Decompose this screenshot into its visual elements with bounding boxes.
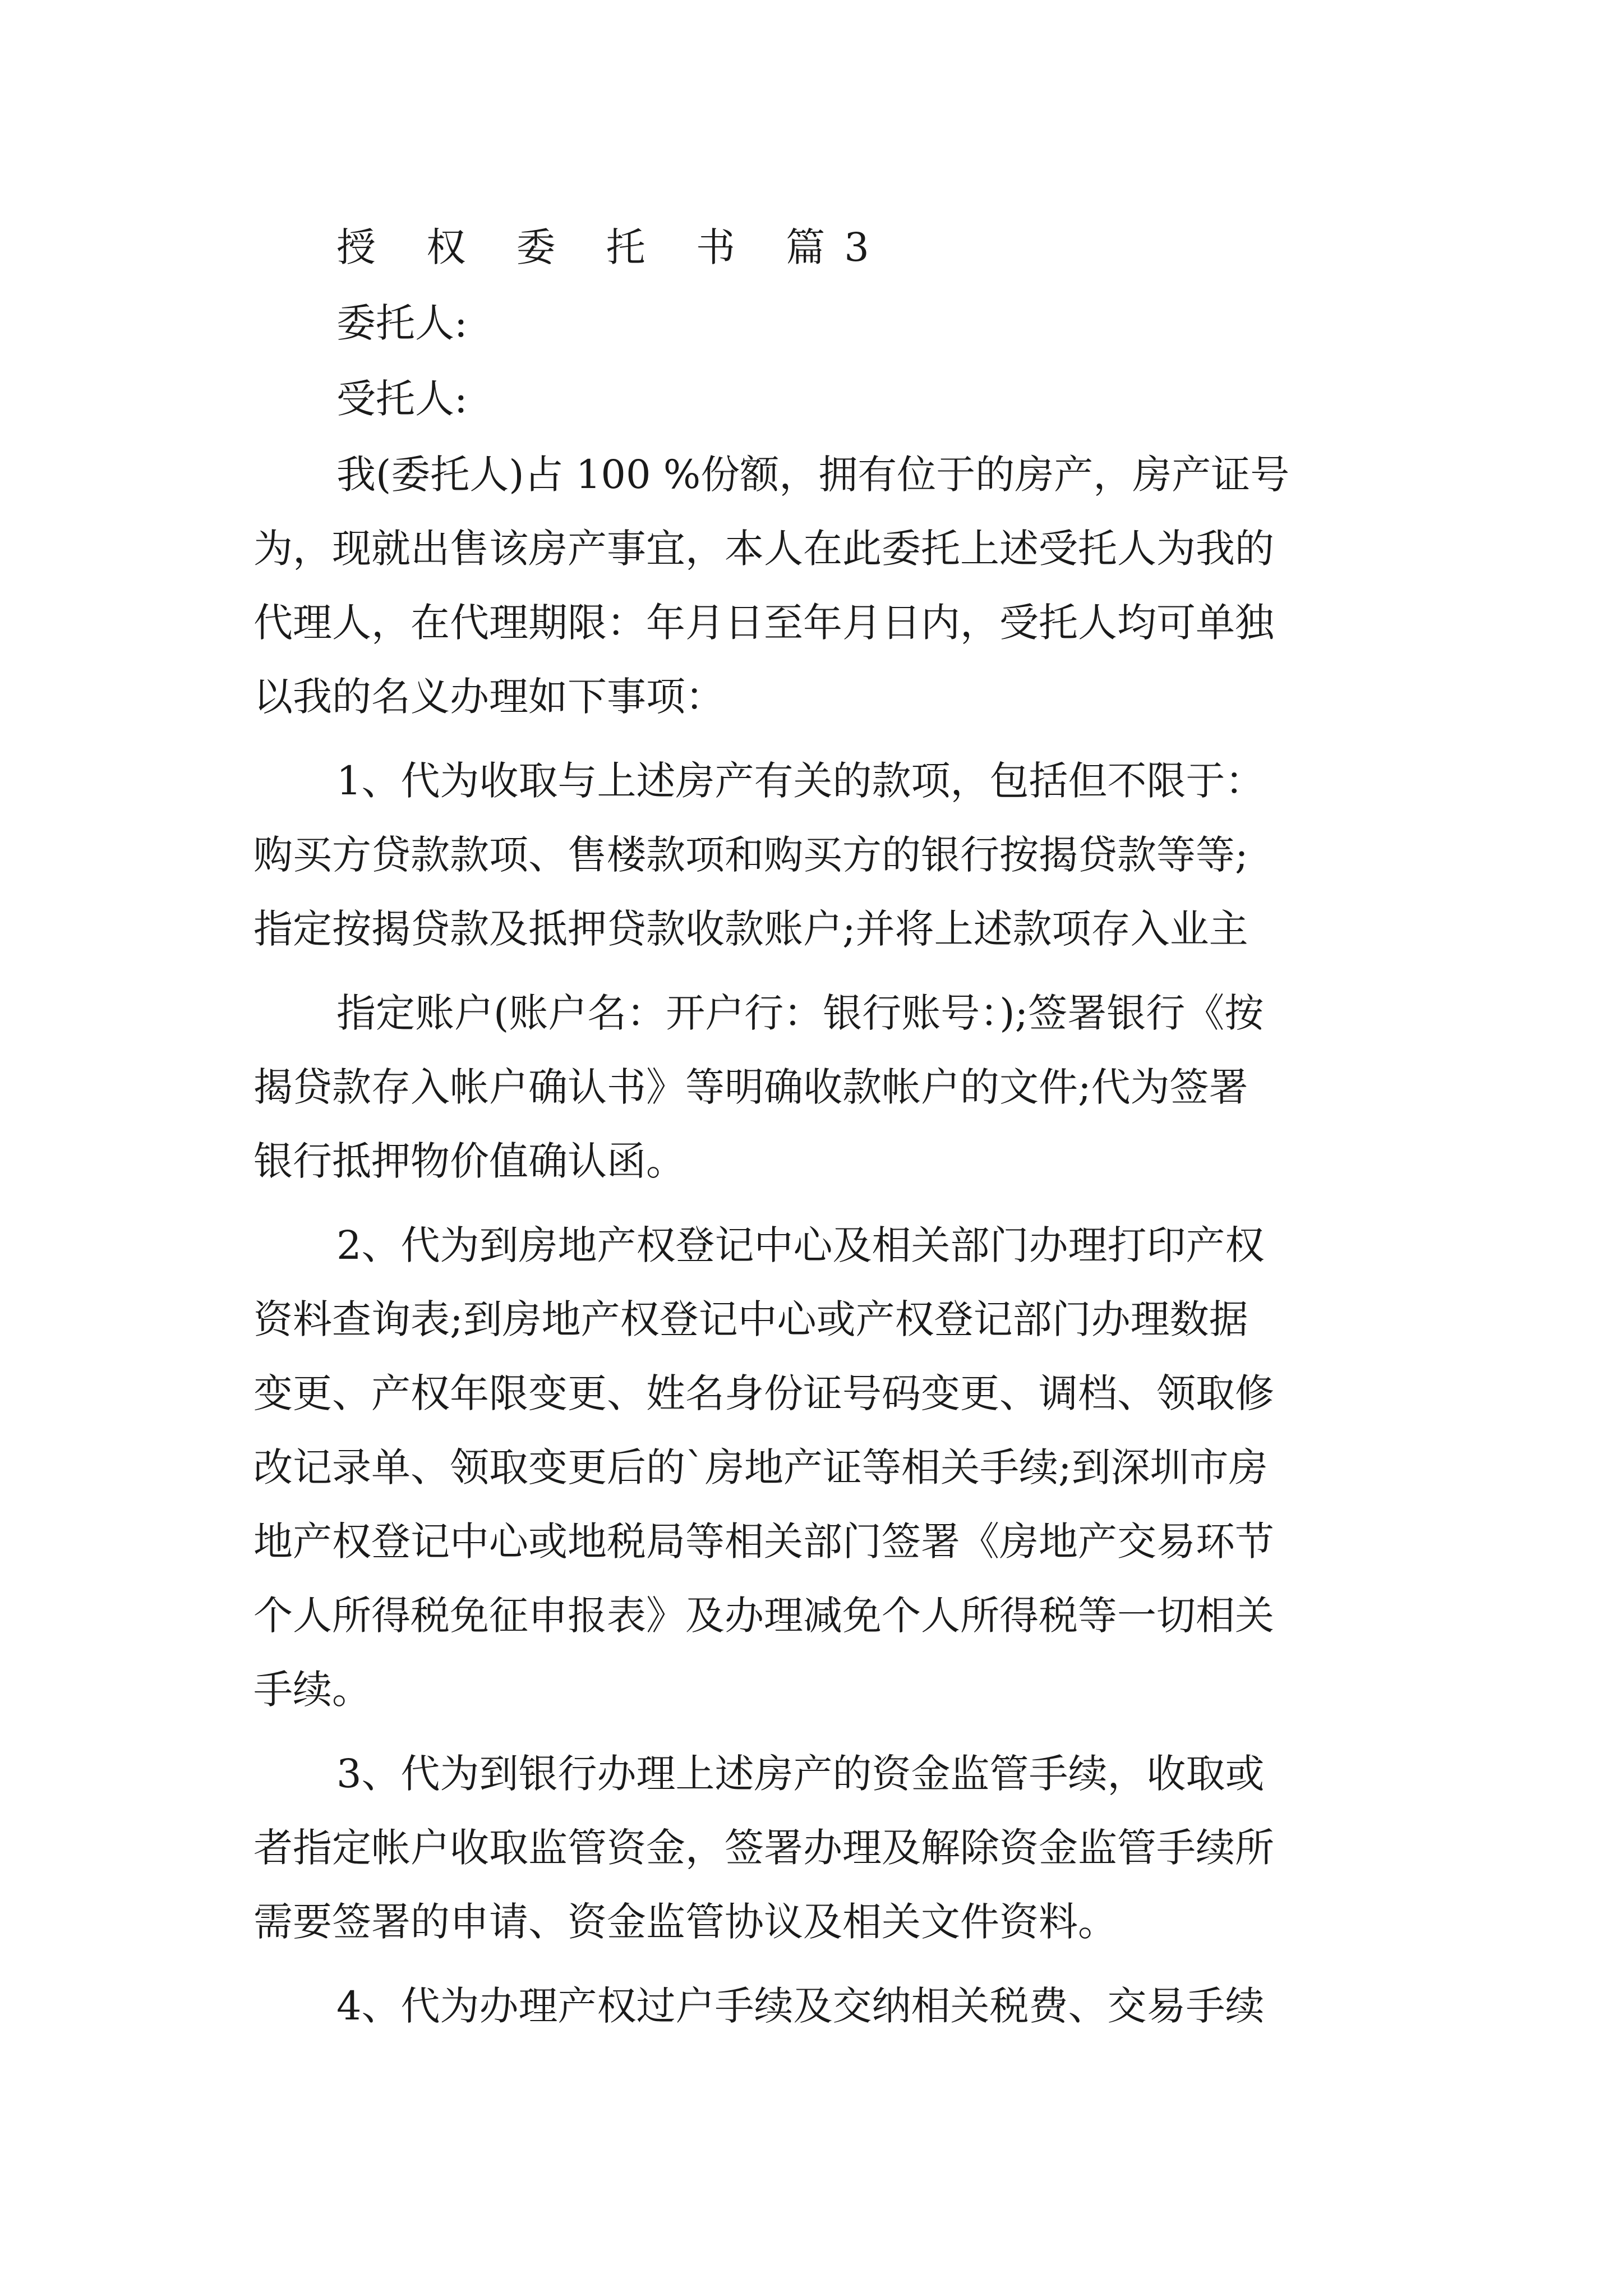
- document-title: 授 权 委 托 书 篇3: [336, 224, 888, 270]
- item2-line-7: 手续。: [253, 1667, 371, 1713]
- intro-line-1: 我(委托人)占 100 %份额，拥有位于的房产，房产证号: [336, 452, 1290, 498]
- item2-line-5: 地产权登记中心或地税局等相关部门签署《房地产交易环节: [253, 1519, 1274, 1565]
- item1-cont-line-1: 指定账户(账户名：开户行：银行账号：);签署银行《按: [336, 990, 1264, 1036]
- item3-line-1: 3、代为到银行办理上述房产的资金监管手续，收取或: [336, 1751, 1265, 1797]
- item3-line-2: 者指定帐户收取监管资金，签署办理及解除资金监管手续所: [253, 1825, 1274, 1871]
- item2-line-1: 2、代为到房地产权登记中心及相关部门办理打印产权: [336, 1222, 1265, 1268]
- principal-label: 委托人:: [336, 300, 468, 346]
- item2-line-2: 资料查询表;到房地产权登记中心或产权登记部门办理数据: [253, 1296, 1248, 1342]
- item2-line-4: 改记录单、领取变更后的`房地产证等相关手续;到深圳市房: [253, 1444, 1268, 1490]
- item1-line-1: 1、代为收取与上述房产有关的款项，包括但不限于：: [336, 758, 1265, 804]
- item1-line-2: 购买方贷款款项、售楼款项和购买方的银行按揭贷款等等;: [253, 832, 1248, 878]
- intro-line-2: 为，现就出售该房产事宜，本人在此委托上述受托人为我的: [253, 526, 1274, 572]
- intro-line-4: 以我的名义办理如下事项：: [253, 674, 725, 720]
- intro-line-3: 代理人，在代理期限：年月日至年月日内，受托人均可单独: [253, 600, 1274, 646]
- item2-line-3: 变更、产权年限变更、姓名身份证号码变更、调档、领取修: [253, 1370, 1274, 1416]
- item3-line-3: 需要签署的申请、资金监管协议及相关文件资料。: [253, 1899, 1117, 1945]
- item2-line-6: 个人所得税免征申报表》及办理减免个人所得税等一切相关: [253, 1593, 1274, 1639]
- item1-line-3: 指定按揭贷款及抵押贷款收款账户;并将上述款项存入业主: [253, 906, 1248, 952]
- item1-cont-line-2: 揭贷款存入帐户确认书》等明确收款帐户的文件;代为签署: [253, 1064, 1248, 1110]
- agent-label: 受托人:: [336, 376, 468, 422]
- item4-line-1: 4、代为办理产权过户手续及交纳相关税费、交易手续: [336, 1983, 1265, 2029]
- item1-cont-line-3: 银行抵押物价值确认函。: [253, 1138, 685, 1184]
